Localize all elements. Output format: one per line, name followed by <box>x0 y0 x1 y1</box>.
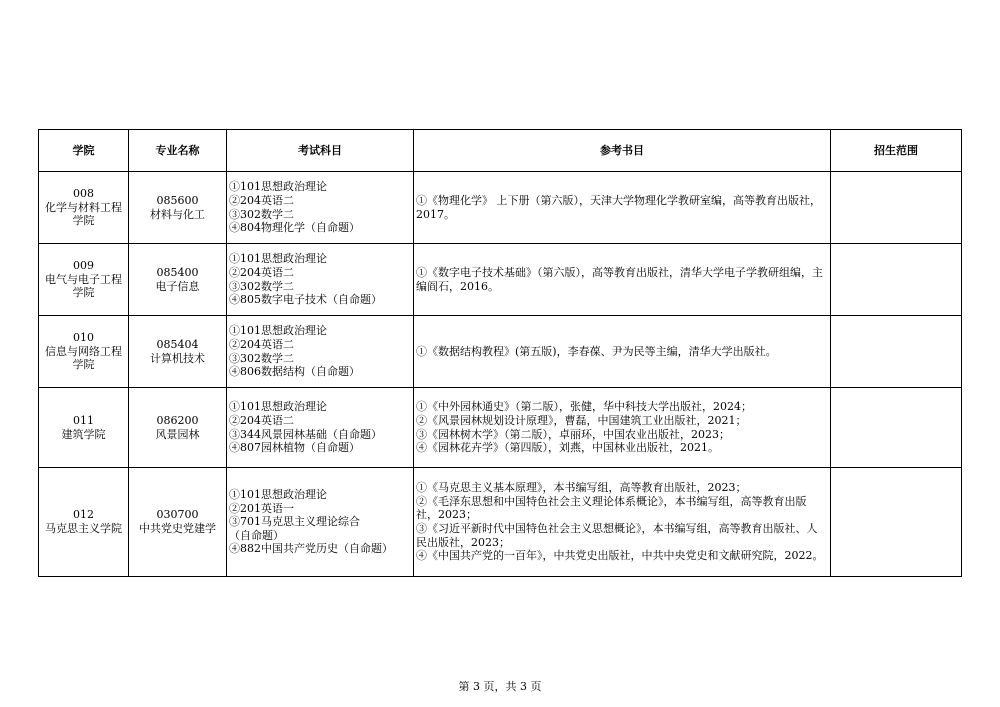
college-name: 学院 <box>72 286 95 300</box>
reference-item: ①《中外园林通史》（第二版），张健，华中科技大学出版社，2024； <box>416 400 752 414</box>
college-code: 008 <box>73 187 94 201</box>
reference-item: ④《园林花卉学》（第四版），刘燕，中国林业出版社，2021。 <box>416 441 719 455</box>
college-name: 电气与电子工程 <box>45 272 122 286</box>
reference-item: ③《园林树木学》（第二版），卓丽环，中国农业出版社，2023； <box>416 427 730 441</box>
subject-item: ②204英语二 <box>229 413 294 427</box>
table-row <box>39 468 962 577</box>
subject-item: ①101思想政治理论 <box>229 180 327 194</box>
subject-item: ②204英语二 <box>229 265 294 279</box>
major-cell <box>129 316 227 388</box>
subject-item: ④882中国共产党历史（自命题） <box>229 542 393 556</box>
subjects-cell <box>227 244 414 316</box>
admissions-table <box>38 129 962 577</box>
subject-item: ①101思想政治理论 <box>229 252 327 266</box>
references-cell <box>414 172 831 244</box>
subject-item: ③701马克思主义理论综合 <box>229 515 360 529</box>
header-subjects: 考试科目 <box>227 130 414 172</box>
table-row <box>39 316 962 388</box>
major-cell <box>129 388 227 468</box>
college-name: 信息与网络工程 <box>45 344 122 358</box>
subject-item: ②204英语二 <box>229 337 294 351</box>
references-cell <box>414 388 831 468</box>
subject-item: ③302数学二 <box>229 207 294 221</box>
major-code: 086200 <box>156 413 199 427</box>
major-code: 085404 <box>156 337 199 351</box>
scope-cell <box>831 316 962 388</box>
subject-item: ③302数学二 <box>229 351 294 365</box>
subject-item: ④804物理化学（自命题） <box>229 221 360 235</box>
college-code: 010 <box>73 331 94 345</box>
reference-item: ①《数据结构教程》(第五版)，李春葆、尹为民等主编，清华大学出版社。 <box>416 344 777 358</box>
college-name: 学院 <box>72 214 95 228</box>
college-name: 建筑学院 <box>61 427 106 441</box>
reference-item: ①《数字电子技术基础》（第六版），高等教育出版社，清华大学电子学教研组编，主编阎石，2016。 <box>416 265 823 293</box>
scope-cell <box>831 172 962 244</box>
major-name: 中共党史党建学 <box>139 522 216 535</box>
subject-item: ①101思想政治理论 <box>229 400 327 414</box>
reference-item: ①《物理化学》 上下册（第六版），天津大学物理化学教研室编，高等教育出版社， 2017。 <box>416 193 821 221</box>
subjects-cell <box>227 316 414 388</box>
scope-cell <box>831 388 962 468</box>
college-cell <box>39 244 129 316</box>
subject-item: ②201英语一 <box>229 501 294 515</box>
subjects-cell <box>227 468 414 577</box>
reference-item: ①《马克思主义基本原理》，本书编写组，高等教育出版社，2023； <box>416 481 747 495</box>
subject-item: ④805数字电子技术（自命题） <box>229 293 382 307</box>
major-cell <box>129 468 227 577</box>
subject-item: ④807园林植物（自命题） <box>229 441 360 455</box>
header-scope: 招生范围 <box>831 130 962 172</box>
major-name: 风景园林 <box>155 427 200 441</box>
reference-item: ②《毛泽东思想和中国特色社会主义理论体系概论》，本书编写组，高等教育出版社，2023； <box>416 494 807 522</box>
scope-cell <box>831 468 962 577</box>
table-row <box>39 172 962 244</box>
reference-item: ②《风景园林规划设计原理》，曹磊，中国建筑工业出版社，2021； <box>416 413 747 427</box>
major-code: 030700 <box>156 508 199 522</box>
references-cell <box>414 316 831 388</box>
reference-item: ③《习近平新时代中国特色社会主义思想概论》，本书编写组，高等教育出版社、人民出版社，2023； <box>416 522 818 549</box>
subject-item: ③302数学二 <box>229 279 294 293</box>
subject-item: ①101思想政治理论 <box>229 324 327 338</box>
college-code: 011 <box>73 413 94 427</box>
table-row <box>39 244 962 316</box>
college-cell <box>39 468 129 577</box>
college-name: 马克思主义学院 <box>45 522 122 535</box>
subject-item: ③344风景园林基础（自命题） <box>229 427 382 441</box>
major-name: 计算机技术 <box>150 351 205 365</box>
subject-item: ①101思想政治理论 <box>229 488 327 502</box>
major-code: 085600 <box>156 193 199 207</box>
college-code: 012 <box>73 508 94 522</box>
header-row <box>39 130 962 172</box>
college-code: 009 <box>73 259 94 273</box>
header-college: 学院 <box>39 130 129 172</box>
subjects-cell <box>227 172 414 244</box>
major-name: 材料与化工 <box>150 207 205 221</box>
header-references: 参考书目 <box>414 130 831 172</box>
college-name: 学院 <box>72 358 95 372</box>
college-name: 化学与材料工程 <box>45 200 122 214</box>
subject-item: （自命题） <box>229 528 284 542</box>
subjects-cell <box>227 388 414 468</box>
reference-item: ④《中国共产党的一百年》，中共党史出版社，中共中央党史和文献研究院，2022。 <box>416 549 824 563</box>
major-cell <box>129 172 227 244</box>
subject-item: ②204英语二 <box>229 193 294 207</box>
college-cell <box>39 388 129 468</box>
header-major: 专业名称 <box>129 130 227 172</box>
page-footer: 第 3 页，共 3 页 <box>458 680 542 693</box>
major-name: 电子信息 <box>155 279 200 293</box>
major-cell <box>129 244 227 316</box>
scope-cell <box>831 244 962 316</box>
college-cell <box>39 172 129 244</box>
references-cell <box>414 244 831 316</box>
table-row <box>39 388 962 468</box>
subject-item: ④806数据结构（自命题） <box>229 365 360 379</box>
references-cell <box>414 468 831 577</box>
college-cell <box>39 316 129 388</box>
major-code: 085400 <box>156 265 199 279</box>
